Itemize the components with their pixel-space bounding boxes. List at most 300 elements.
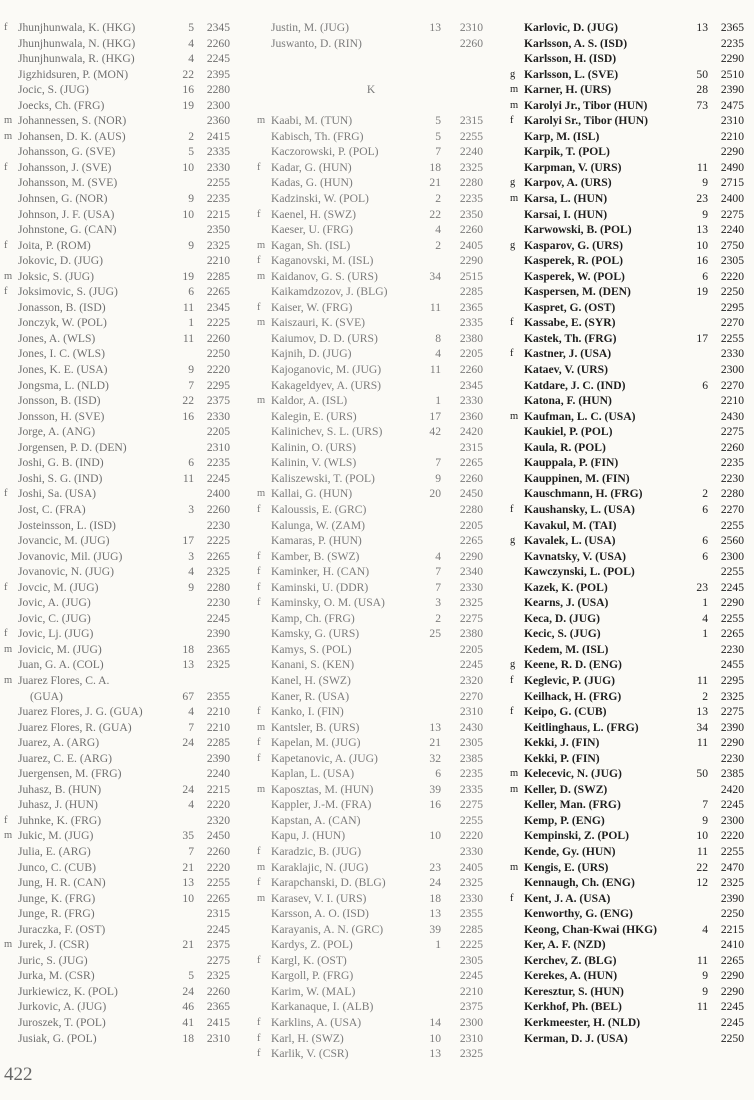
games-count: 23 xyxy=(429,860,441,874)
title-marker: f xyxy=(257,737,261,749)
rating: 2285 xyxy=(206,269,230,283)
rating: 2230 xyxy=(720,642,744,656)
player-name xyxy=(271,36,362,52)
player-name-text: Kanani, S. (KEN) xyxy=(271,658,355,672)
title-marker: m xyxy=(510,193,519,205)
rating: 2210 xyxy=(459,984,483,998)
player-name xyxy=(271,20,349,36)
rating: 2390 xyxy=(206,751,230,765)
rating: 2300 xyxy=(720,549,744,563)
player-name xyxy=(524,518,617,534)
player-name-text: Karsai, I. (HUN) xyxy=(524,207,608,221)
player-name-text: Kerchev, Z. (BLG) xyxy=(524,953,617,967)
player-name xyxy=(524,999,622,1015)
games-count: 73 xyxy=(696,98,708,112)
player-name xyxy=(271,331,378,347)
player-name xyxy=(18,455,104,471)
games-count: 13 xyxy=(182,658,194,672)
rating: 2295 xyxy=(720,300,744,314)
games-count: 6 xyxy=(435,767,441,781)
player-name xyxy=(271,875,386,891)
player-name-text: Kende, Gy. (HUN) xyxy=(524,844,616,858)
rating: 2325 xyxy=(720,876,744,890)
player-name-text: Jonsson, B. (ISD) xyxy=(18,394,101,408)
title-marker: f xyxy=(257,597,261,609)
player-name-text: Karim, W. (MAL) xyxy=(271,984,356,998)
player-entry xyxy=(4,844,230,860)
rating: 2270 xyxy=(720,502,744,516)
player-entry xyxy=(257,891,485,907)
title-marker: g xyxy=(510,177,516,189)
player-name xyxy=(271,657,354,673)
games-count: 19 xyxy=(696,285,708,299)
player-entry xyxy=(257,704,485,720)
player-entry xyxy=(257,813,485,829)
games-count: 5 xyxy=(435,114,441,128)
player-name xyxy=(524,813,605,829)
player-entry xyxy=(510,20,744,36)
player-name xyxy=(18,657,104,673)
player-name-text: Kaplan, L. (USA) xyxy=(271,767,355,781)
player-entry xyxy=(510,720,744,736)
player-name-text: Kerkhof, Ph. (BEL) xyxy=(524,1000,622,1014)
player-name-text: Jones, I. C. (WLS) xyxy=(18,347,105,361)
player-name-text: Kaufman, L. C. (USA) xyxy=(524,409,636,423)
rating: 2260 xyxy=(459,471,483,485)
player-entry xyxy=(257,642,485,658)
player-name xyxy=(18,378,109,394)
title-marker: f xyxy=(4,286,8,298)
player-name-text: Kadzinski, W. (POL) xyxy=(271,192,369,206)
player-name-text: Jovic, Lj. (JUG) xyxy=(18,627,94,641)
player-name-text: Kaner, R. (USA) xyxy=(271,689,350,703)
player-name xyxy=(271,953,347,969)
player-name xyxy=(524,689,621,705)
rating: 2255 xyxy=(720,331,744,345)
player-entry xyxy=(510,1031,744,1047)
rating: 2375 xyxy=(206,394,230,408)
rating: 2255 xyxy=(720,611,744,625)
rating: 2365 xyxy=(720,21,744,34)
player-name-text: Kerman, D. J. (USA) xyxy=(524,1031,628,1045)
player-entry xyxy=(257,673,485,689)
games-count: 1 xyxy=(435,394,441,408)
player-entry xyxy=(510,269,744,285)
player-name xyxy=(271,129,364,145)
player-name-text: Kastner, J. (USA) xyxy=(524,347,612,361)
player-entry xyxy=(257,160,485,176)
player-name-text: Kamys, S. (POL) xyxy=(271,642,352,656)
player-name-text: Jhunjhunwala, R. (HKG) xyxy=(18,52,135,66)
player-name-text: Kaiszauri, K. (SVE) xyxy=(271,316,366,330)
player-name xyxy=(271,766,354,782)
games-count: 4 xyxy=(435,347,441,361)
player-name xyxy=(271,720,359,736)
rating: 2315 xyxy=(459,114,483,128)
rating: 2375 xyxy=(459,1000,483,1014)
rating: 2260 xyxy=(206,984,230,998)
games-count: 5 xyxy=(188,969,194,983)
player-name xyxy=(524,611,600,627)
player-name-text: Juhnke, K. (FRG) xyxy=(18,813,102,827)
rating: 2305 xyxy=(459,953,483,967)
rating: 2285 xyxy=(206,736,230,750)
rating: 2235 xyxy=(720,36,744,50)
games-count: 1 xyxy=(435,938,441,952)
rating: 2210 xyxy=(206,720,230,734)
rating: 2430 xyxy=(720,409,744,423)
player-name xyxy=(524,486,643,502)
player-name-text: Kalegin, E. (URS) xyxy=(271,409,357,423)
player-entry xyxy=(257,720,485,736)
rating: 2265 xyxy=(720,627,744,641)
player-entry xyxy=(4,378,230,394)
player-name-text: Junco, C. (CUB) xyxy=(18,860,96,874)
player-entry xyxy=(4,393,230,409)
player-name xyxy=(524,875,635,891)
rating: 2260 xyxy=(206,36,230,50)
games-count: 1 xyxy=(702,596,708,610)
player-name-text: Kaeser, U. (FRG) xyxy=(271,223,353,237)
title-marker: m xyxy=(4,830,13,842)
player-name-text: Keller, Man. (FRG) xyxy=(524,798,621,812)
player-name-text: Kagan, Sh. (ISL) xyxy=(271,238,351,252)
rating: 2240 xyxy=(206,767,230,781)
player-entry xyxy=(510,67,744,83)
player-entry xyxy=(510,378,744,394)
rating: 2245 xyxy=(720,580,744,594)
player-name-text: Karlsson, L. (SVE) xyxy=(524,67,619,81)
rating: 2305 xyxy=(720,254,744,268)
player-name-text: Johansson, G. (SVE) xyxy=(18,145,116,159)
player-name xyxy=(18,486,96,502)
title-marker: g xyxy=(510,659,516,671)
player-entry xyxy=(4,968,230,984)
player-name xyxy=(18,175,117,191)
games-count: 35 xyxy=(182,829,194,843)
player-name xyxy=(524,113,648,129)
rating: 2235 xyxy=(206,456,230,470)
player-entry xyxy=(4,984,230,1000)
title-marker: f xyxy=(257,1032,261,1044)
title-marker: f xyxy=(4,488,8,500)
games-count: 9 xyxy=(702,984,708,998)
games-count: 13 xyxy=(696,223,708,237)
games-count: 11 xyxy=(696,736,708,750)
rating: 2290 xyxy=(720,969,744,983)
games-count: 7 xyxy=(188,378,194,392)
player-name-text: Kadar, G. (HUN) xyxy=(271,160,352,174)
player-entry xyxy=(257,689,485,705)
games-count: 13 xyxy=(429,907,441,921)
games-count: 10 xyxy=(182,891,194,905)
player-name-text: Kaspersen, M. (DEN) xyxy=(524,285,631,299)
player-name-text: Jonsson, H. (SVE) xyxy=(18,409,105,423)
games-count: 5 xyxy=(435,129,441,143)
player-entry xyxy=(257,999,485,1015)
player-name xyxy=(271,860,368,876)
games-count: 4 xyxy=(435,223,441,237)
rating: 2310 xyxy=(720,114,744,128)
player-name-text: Kastek, Th. (FRG) xyxy=(524,331,617,345)
player-name-text: Keglevic, P. (JUG) xyxy=(524,673,616,687)
rating: 2260 xyxy=(459,363,483,377)
player-name xyxy=(18,860,96,876)
games-count: 6 xyxy=(702,549,708,563)
player-name xyxy=(18,98,104,114)
player-name xyxy=(18,828,93,844)
games-count: 21 xyxy=(182,938,194,952)
player-name-text: Kamaras, P. (HUN) xyxy=(271,534,362,548)
player-entry xyxy=(510,440,744,456)
player-name xyxy=(18,440,127,456)
player-name-text: Kamp, Ch. (FRG) xyxy=(271,611,355,625)
player-entry xyxy=(510,891,744,907)
rating: 2265 xyxy=(459,456,483,470)
rating: 2205 xyxy=(459,518,483,532)
games-count: 10 xyxy=(696,238,708,252)
games-count: 17 xyxy=(429,409,441,423)
games-count: 1 xyxy=(188,316,194,330)
player-name-text: Keller, D. (SWZ) xyxy=(524,782,608,796)
rating: 2290 xyxy=(720,736,744,750)
games-count: 20 xyxy=(429,487,441,501)
games-count: 22 xyxy=(429,207,441,221)
player-name xyxy=(18,984,118,1000)
player-name xyxy=(271,315,365,331)
games-count: 9 xyxy=(188,363,194,377)
player-entry xyxy=(510,673,744,689)
rating: 2230 xyxy=(206,596,230,610)
rating: 2270 xyxy=(720,378,744,392)
player-name-text: Jurek, J. (CSR) xyxy=(18,938,89,952)
rating: 2295 xyxy=(720,673,744,687)
title-marker: m xyxy=(510,410,519,422)
player-entry xyxy=(510,564,744,580)
player-name-text: Kaula, R. (POL) xyxy=(524,440,606,454)
player-name xyxy=(271,533,362,549)
title-marker: m xyxy=(4,939,13,951)
rating: 2225 xyxy=(206,316,230,330)
player-name xyxy=(18,642,102,658)
player-name-text: Keipo, G. (CUB) xyxy=(524,705,607,719)
player-name-text: Karolyi Jr., Tibor (HUN) xyxy=(524,98,648,112)
title-marker: f xyxy=(4,814,8,826)
title-marker: g xyxy=(510,68,516,80)
player-name xyxy=(524,440,606,456)
rating: 2265 xyxy=(206,549,230,563)
player-name xyxy=(18,393,100,409)
games-count: 32 xyxy=(429,751,441,765)
player-entry xyxy=(257,175,485,191)
player-name-text: Karlsson, H. (ISD) xyxy=(524,52,617,66)
rating: 2310 xyxy=(206,440,230,454)
player-name xyxy=(18,922,105,938)
games-count: 50 xyxy=(696,67,708,81)
player-entry xyxy=(510,984,744,1000)
player-name-text: Kearns, J. (USA) xyxy=(524,596,609,610)
rating: 2220 xyxy=(720,269,744,283)
player-entry xyxy=(4,67,230,83)
games-count: 2 xyxy=(435,192,441,206)
player-entry xyxy=(510,766,744,782)
title-marker: f xyxy=(4,628,8,640)
player-name-text: Kataev, V. (URS) xyxy=(524,363,608,377)
player-entry xyxy=(257,875,485,891)
games-count: 6 xyxy=(188,456,194,470)
rating: 2260 xyxy=(206,502,230,516)
player-entry xyxy=(257,440,485,456)
title-marker: m xyxy=(4,674,13,686)
player-name xyxy=(18,502,86,518)
player-entry xyxy=(510,549,744,565)
player-name xyxy=(271,144,379,160)
player-entry xyxy=(510,424,744,440)
player-name xyxy=(271,393,347,409)
player-name xyxy=(18,999,106,1015)
player-entry xyxy=(257,580,485,596)
section-letter: K xyxy=(366,83,376,97)
player-entry xyxy=(510,782,744,798)
player-name xyxy=(18,253,103,269)
player-name xyxy=(18,1031,97,1047)
player-name-text: Karner, H. (URS) xyxy=(524,83,612,97)
player-name xyxy=(18,238,91,254)
rating: 2205 xyxy=(206,425,230,439)
games-count: 4 xyxy=(188,705,194,719)
rating: 2365 xyxy=(206,1000,230,1014)
player-name-text: Kerkmeester, H. (NLD) xyxy=(524,1016,641,1029)
player-entry xyxy=(4,720,230,736)
player-name xyxy=(18,891,95,907)
games-count: 3 xyxy=(188,502,194,516)
player-entry xyxy=(4,129,230,145)
player-entry xyxy=(257,518,485,534)
title-marker: f xyxy=(257,503,261,515)
games-count: 11 xyxy=(429,363,441,377)
player-entry xyxy=(257,828,485,844)
title-marker: f xyxy=(257,1017,261,1028)
games-count: 10 xyxy=(429,829,441,843)
title-marker: f xyxy=(510,706,514,718)
player-name-text: Kent, J. A. (USA) xyxy=(524,891,611,905)
player-name-text: Karpik, T. (POL) xyxy=(524,145,610,159)
rating: 2230 xyxy=(720,751,744,765)
rating: 2375 xyxy=(206,938,230,952)
player-name-text: Joshi, G. B. (IND) xyxy=(18,456,104,470)
player-name xyxy=(524,269,625,285)
player-name-text: Karp, M. (ISL) xyxy=(524,129,600,143)
player-entry xyxy=(510,191,744,207)
player-entry xyxy=(257,595,485,611)
title-marker: f xyxy=(257,550,261,562)
player-name-text: Keresztur, S. (HUN) xyxy=(524,984,624,998)
player-name-text: Juarez Flores, J. G. (GUA) xyxy=(18,705,143,719)
player-name xyxy=(18,720,132,736)
player-name-text: Keong, Chan-Kwai (HKG) xyxy=(524,922,658,936)
title-marker: f xyxy=(257,161,261,173)
rating: 2330 xyxy=(206,409,230,423)
player-name-text: Kardys, Z. (POL) xyxy=(271,938,353,952)
player-name-text: Karasev, V. I. (URS) xyxy=(271,891,367,905)
player-name-text: Kasperek, R. (POL) xyxy=(524,254,623,268)
rating: 2325 xyxy=(206,658,230,672)
games-count: 11 xyxy=(696,953,708,967)
player-entry xyxy=(510,51,744,67)
title-marker: g xyxy=(510,239,516,251)
player-name-text: Johnson, J. F. (USA) xyxy=(18,207,115,221)
spacer xyxy=(257,67,485,83)
player-name xyxy=(271,922,383,938)
player-entry xyxy=(257,409,485,425)
player-entry xyxy=(510,735,744,751)
player-entry xyxy=(510,98,744,114)
rating: 2210 xyxy=(206,254,230,268)
player-entry xyxy=(510,160,744,176)
player-name xyxy=(18,968,95,984)
player-entry xyxy=(510,36,744,52)
column-2 xyxy=(257,20,485,1062)
player-name-text: Keca, D. (JUG) xyxy=(524,611,600,625)
games-count: 2 xyxy=(435,238,441,252)
title-marker: f xyxy=(257,877,261,889)
games-count: 7 xyxy=(435,565,441,579)
player-name xyxy=(18,346,105,362)
player-name-text: Josteinsson, L. (ISD) xyxy=(18,518,116,532)
player-name xyxy=(524,797,621,813)
player-name-text: Kappler, J.-M. (FRA) xyxy=(271,798,372,812)
player-name-text: Karapchanski, D. (BLG) xyxy=(271,876,386,890)
player-name-text: Jukic, M. (JUG) xyxy=(18,829,94,843)
rating: 2330 xyxy=(459,394,483,408)
player-name xyxy=(271,175,353,191)
rating: 2205 xyxy=(459,347,483,361)
player-entry xyxy=(510,937,744,953)
title-marker: m xyxy=(257,892,266,904)
player-name-text: Kaspret, G. (OST) xyxy=(524,300,616,314)
games-count: 9 xyxy=(188,238,194,252)
rating: 2235 xyxy=(459,192,483,206)
player-name xyxy=(271,580,368,596)
rating: 2405 xyxy=(459,860,483,874)
games-count: 3 xyxy=(435,596,441,610)
player-name xyxy=(18,129,126,145)
player-entry xyxy=(257,564,485,580)
games-count: 23 xyxy=(696,192,708,206)
player-name xyxy=(18,611,91,627)
games-count: 9 xyxy=(702,207,708,221)
player-entry xyxy=(510,906,744,922)
rating: 2240 xyxy=(459,145,483,159)
player-entry xyxy=(257,766,485,782)
rating: 2715 xyxy=(720,176,744,190)
rating: 2220 xyxy=(720,829,744,843)
rating: 2365 xyxy=(206,642,230,656)
player-name xyxy=(271,471,375,487)
rating: 2245 xyxy=(459,658,483,672)
player-name xyxy=(18,362,108,378)
player-name-text: Kakageldyev, A. (URS) xyxy=(271,378,382,392)
rating: 2320 xyxy=(459,673,483,687)
player-name-text: Juric, S. (JUG) xyxy=(18,953,88,967)
title-marker: f xyxy=(257,752,261,764)
player-name xyxy=(18,315,107,331)
player-name-text: Kaenel, H. (SWZ) xyxy=(271,207,356,221)
player-name-text: Karkanaque, I. (ALB) xyxy=(271,1000,374,1014)
player-name-text: Jocic, S. (JUG) xyxy=(18,83,89,97)
player-entry xyxy=(510,82,744,98)
games-count: 1 xyxy=(702,627,708,641)
